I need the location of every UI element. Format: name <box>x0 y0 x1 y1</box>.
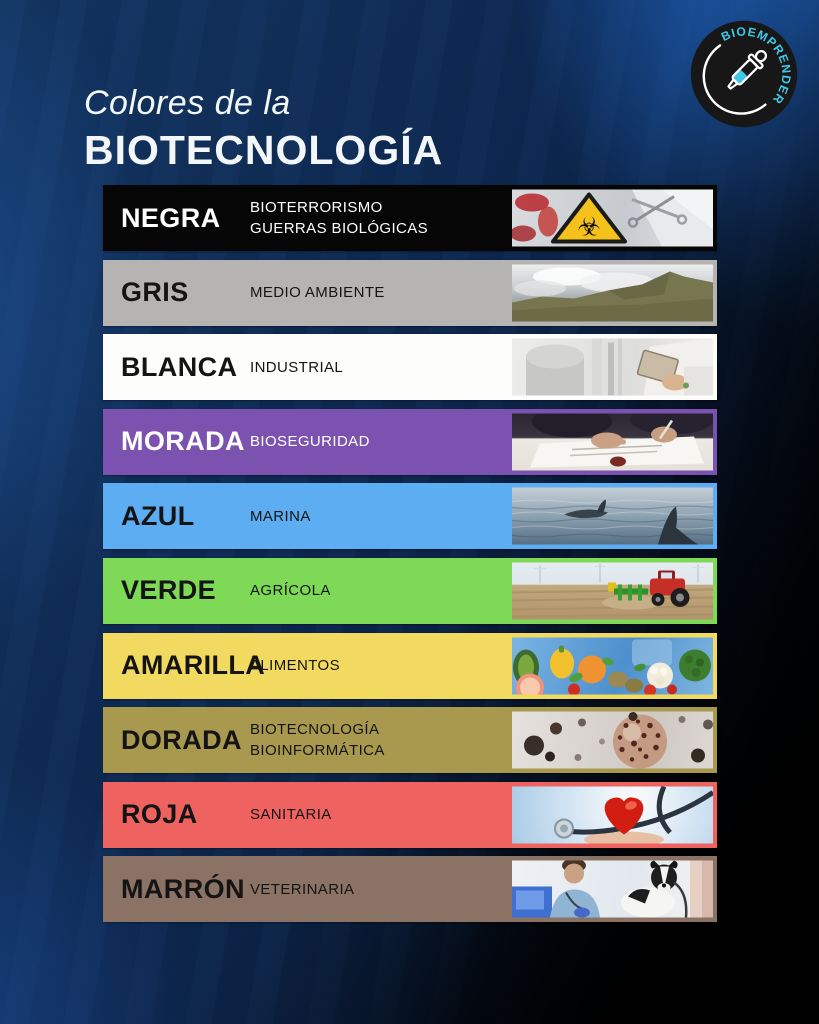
row-name: MORADA <box>121 426 245 457</box>
fruits-vegetables-image <box>512 637 713 694</box>
signing-documents-image <box>512 413 713 470</box>
row-name: AZUL <box>121 500 195 531</box>
heart-stethoscope-image <box>512 786 713 843</box>
row-description: VETERINARIA <box>250 880 355 898</box>
row-negra <box>103 185 717 251</box>
row-name: VERDE <box>121 575 217 606</box>
row-name: AMARILLA <box>121 650 266 681</box>
row-roja <box>103 782 717 848</box>
microbial-spores-image <box>512 712 713 769</box>
color-rows-list <box>103 185 717 922</box>
logo-brand-text: BIOEMPRENDER <box>718 24 794 108</box>
row-description: BIOTERRORISMO GUERRAS BIOLÓGICAS <box>250 199 429 237</box>
row-verde <box>103 558 717 624</box>
row-name: MARRÓN <box>121 873 245 904</box>
dropper-badge-icon <box>688 18 800 130</box>
tractor-image <box>512 562 713 619</box>
row-description: MEDIO AMBIENTE <box>250 284 385 302</box>
dolphins-image <box>512 488 713 545</box>
row-description: ALIMENTOS <box>250 657 341 675</box>
row-marron <box>103 856 717 922</box>
biohazard-image <box>512 190 713 247</box>
veterinarian-dog-image <box>512 861 713 918</box>
svg-text:☣: ☣ <box>577 211 601 242</box>
row-morada <box>103 409 717 475</box>
row-amarilla <box>103 633 717 699</box>
row-description: MARINA <box>250 507 311 525</box>
row-gris <box>103 260 717 326</box>
row-description: AGRÍCOLA <box>250 582 331 600</box>
mountain-image <box>512 264 713 321</box>
title-subtitle: Colores de la <box>84 84 291 122</box>
industrial-image <box>512 339 713 396</box>
page-title <box>84 84 443 174</box>
row-name: GRIS <box>121 277 189 308</box>
row-description: INDUSTRIAL <box>250 358 344 376</box>
row-name: NEGRA <box>121 202 221 233</box>
row-dorada <box>103 707 717 773</box>
row-name: ROJA <box>121 799 198 830</box>
row-name: DORADA <box>121 724 242 755</box>
row-name: BLANCA <box>121 351 238 382</box>
bioemprender-logo <box>688 18 800 130</box>
row-azul <box>103 483 717 549</box>
row-description: SANITARIA <box>250 806 332 824</box>
row-description: BIOTECNOLOGÍA BIOINFORMÁTICA <box>250 721 385 760</box>
row-blanca <box>103 334 717 400</box>
title-main: BIOTECNOLOGÍA <box>84 127 444 173</box>
row-description: BIOSEGURIDAD <box>250 433 370 451</box>
